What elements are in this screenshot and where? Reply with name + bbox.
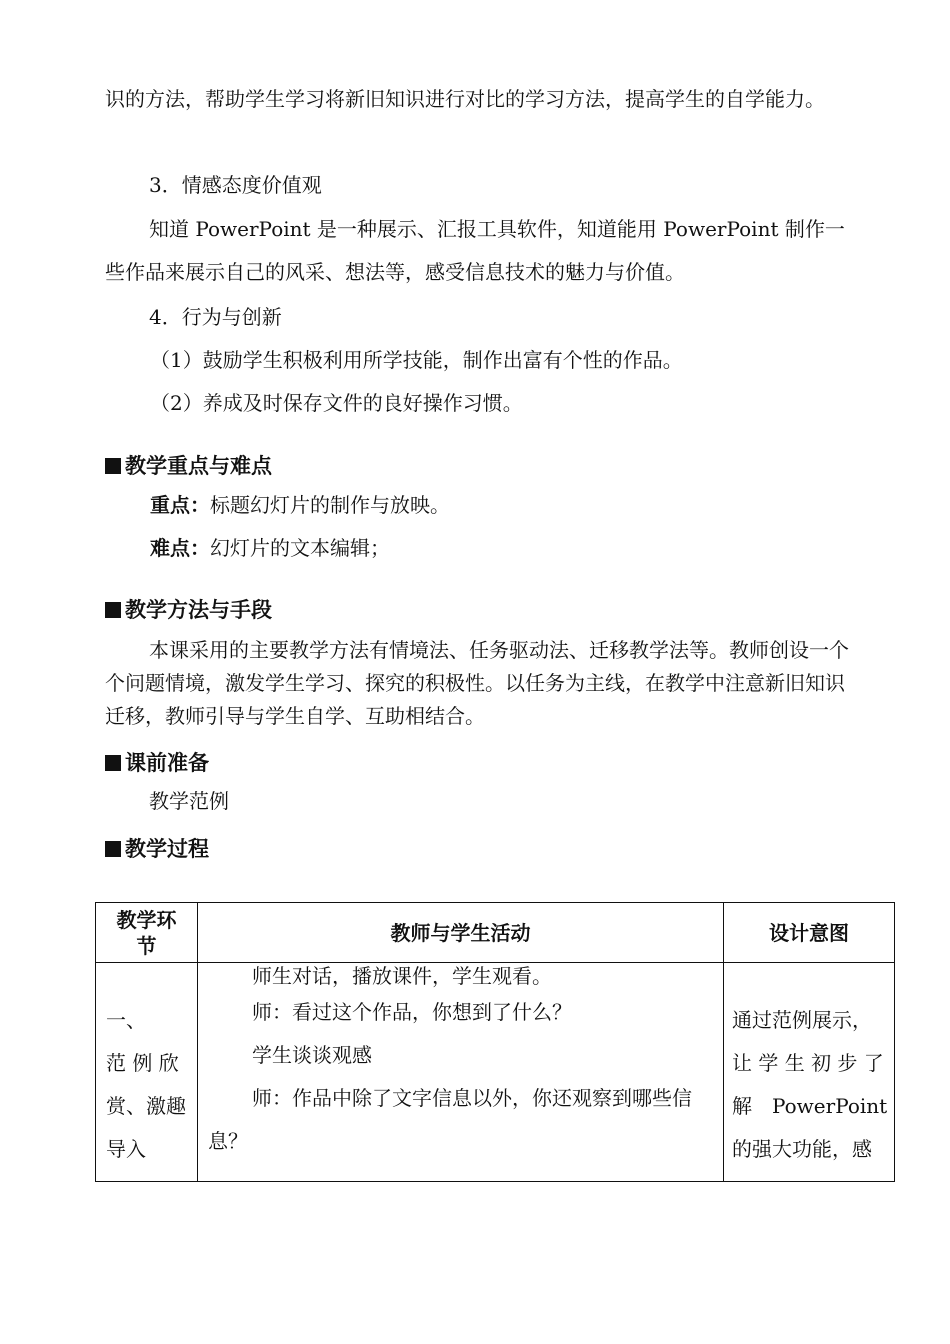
- stage-cell: [96, 963, 198, 1182]
- table-header-row: [96, 903, 895, 963]
- teaching-process-table: [95, 902, 895, 1182]
- method-heading: [105, 594, 272, 624]
- process-heading-text: 教学过程: [125, 837, 209, 861]
- difficulty-label: 难点：: [150, 536, 210, 560]
- intent-line: 让 学 生 初 步 了: [732, 1051, 884, 1075]
- stage-line: 一、: [106, 1008, 146, 1032]
- key-points-heading: [105, 450, 272, 480]
- difficulty-line: [150, 527, 390, 570]
- activity-line: 师：看过这个作品，你想到了什么？: [252, 1000, 572, 1024]
- difficulty-text: 幻灯片的文本编辑；: [210, 536, 390, 560]
- activities-cell: [198, 963, 724, 1182]
- process-heading: [105, 833, 209, 863]
- method-text: 本课采用的主要教学方法有情境法、任务驱动法、迁移教学法等。教师创设一个个问题情境，激发学生学习、探究的积极性。以任务为主线，在教学中注意新旧知识迁移，教师引导与学生自学、互助相结合。: [105, 638, 849, 728]
- key-points-heading-text: 教学重点与难点: [125, 454, 272, 478]
- header-intent: 设计意图: [724, 903, 895, 963]
- prep-text: 教学范例: [149, 789, 229, 813]
- key-point-line: [150, 484, 450, 527]
- section-4-title: 4．行为与创新: [149, 305, 282, 329]
- stage-line: 范 例 欣: [106, 1051, 179, 1075]
- intent-line: 的强大功能，感: [732, 1137, 872, 1161]
- activity-line: 师：作品中除了文字信息以外，你还观察到哪些信息？: [208, 1086, 692, 1153]
- square-bullet-icon: [105, 602, 121, 618]
- prep-heading-text: 课前准备: [125, 751, 209, 775]
- header-stage: 教学环节: [96, 903, 198, 963]
- key-point-label: 重点：: [150, 493, 210, 517]
- prep-heading: [105, 747, 209, 777]
- intent-line: 解 PowerPoint: [732, 1094, 888, 1118]
- activity-line: 师生对话，播放课件，学生观看。: [252, 964, 552, 988]
- section-4-item-2: （2）养成及时保存文件的良好操作习惯。: [150, 391, 523, 415]
- square-bullet-icon: [105, 458, 121, 474]
- section-3-title: 3．情感态度价值观: [149, 173, 322, 197]
- stage-line: 导入: [106, 1137, 146, 1161]
- intro-paragraph: 识的方法，帮助学生学习将新旧知识进行对比的学习方法，提高学生的自学能力。: [105, 87, 825, 111]
- intent-cell: [724, 963, 895, 1182]
- table-row: [96, 963, 895, 1182]
- section-3-text: 知道 PowerPoint 是一种展示、汇报工具软件，知道能用 PowerPoint 制作一些作品来展示自己的风采、想法等，感受信息技术的魅力与价值。: [105, 217, 845, 284]
- activity-line: 学生谈谈观感: [252, 1043, 372, 1067]
- intent-line: 通过范例展示，: [732, 1008, 872, 1032]
- method-heading-text: 教学方法与手段: [125, 598, 272, 622]
- square-bullet-icon: [105, 841, 121, 857]
- square-bullet-icon: [105, 755, 121, 771]
- key-point-text: 标题幻灯片的制作与放映。: [210, 493, 450, 517]
- header-activities: 教师与学生活动: [198, 903, 724, 963]
- stage-line: 赏、激趣: [106, 1094, 186, 1118]
- section-4-item-1: （1）鼓励学生积极利用所学技能，制作出富有个性的作品。: [150, 348, 683, 372]
